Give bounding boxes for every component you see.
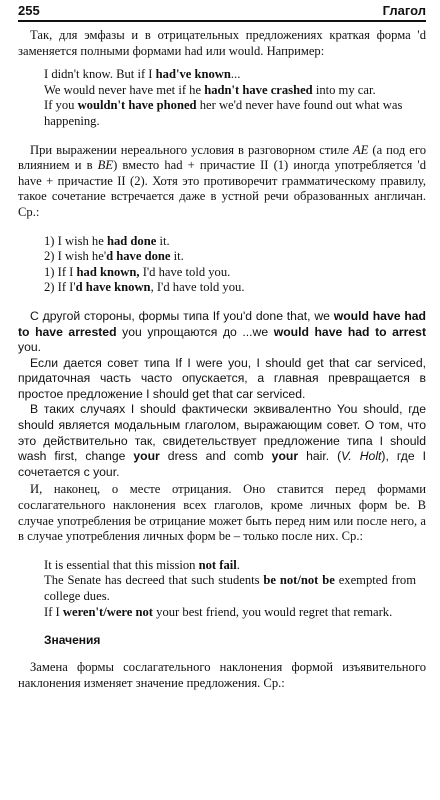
example-line: 2) I wish he'd have done it. [44, 249, 184, 264]
example-line: 2) If I'd have known, I'd have told you. [44, 280, 245, 295]
example-line: I didn't know. But if I had've known... [44, 67, 241, 82]
example-block-3 [44, 558, 426, 620]
running-header [18, 0, 426, 22]
example-line: If I weren't/were not your best friend, you would regret that remark. [44, 604, 393, 619]
example-line: 1) If I had known, I'd have told you. [44, 264, 231, 279]
paragraph-meanings: Замена формы сослагательного наклонения формой изъявительного наклонения изменяет значение предложения. Ср.: [18, 660, 426, 690]
chapter-title: Глагол [382, 3, 426, 18]
example-line: The Senate has decreed that such students be not/not be exempted from college dues. [44, 573, 416, 603]
example-line: If you wouldn't have phoned her we'd never have found out what was happening. [44, 98, 403, 128]
paragraph-advice: Если дается совет типа If I were you, I should get that car serviced, придаточная часть часто опускается, а главная превращается в простое предложение I should get that car serviced. [18, 355, 426, 401]
example-block-1 [44, 67, 426, 129]
paragraph-negation: И, наконец, о месте отрицания. Оно ставится перед формами сослагательного наклонения всех глаголов, кроме личных форм be. В случае употребления be отрицание может быть перед ним или после него, а в случае употребления личных форм be – только после них. Ср.: [18, 482, 426, 544]
example-line: 1) I wish he had done it. [44, 233, 170, 248]
example-line: We would never have met if he hadn't have crashed into my car. [44, 82, 376, 97]
page-number: 255 [18, 3, 40, 18]
paragraph-emphasis: Так, для эмфазы и в отрицательных предложениях краткая форма 'd заменяется полными формами had или would. Например: [18, 28, 426, 58]
paragraph-unreal-condition: При выражении нереального условия в разговорном стиле AE (а под его влиянием и в BE) вместо had + причастие II (1) иногда употребляется 'd have + причастие II (2). Хотя это противоречит грамматическому правилу, такое сочетание встречается даже в устной речи образованных англичан. Ср.: [18, 142, 426, 219]
example-line: It is essential that this mission not fail. [44, 557, 240, 572]
section-heading: Значения [44, 633, 101, 648]
paragraph-other-side: С другой стороны, формы типа If you'd done that, we would have had to have arrested you упрощаются до ...we would have had to arrest you. [18, 308, 427, 355]
example-block-2 [44, 234, 426, 296]
paragraph-should: В таких случаях I should фактически эквивалентно You should, где should является модальным глаголом, выражающим совет. О том, что это действительно так, свидетельствует предложение типа I should wash first, change your dress and comb your hair. (V. Holt), где I сочетается с your. [18, 402, 426, 479]
